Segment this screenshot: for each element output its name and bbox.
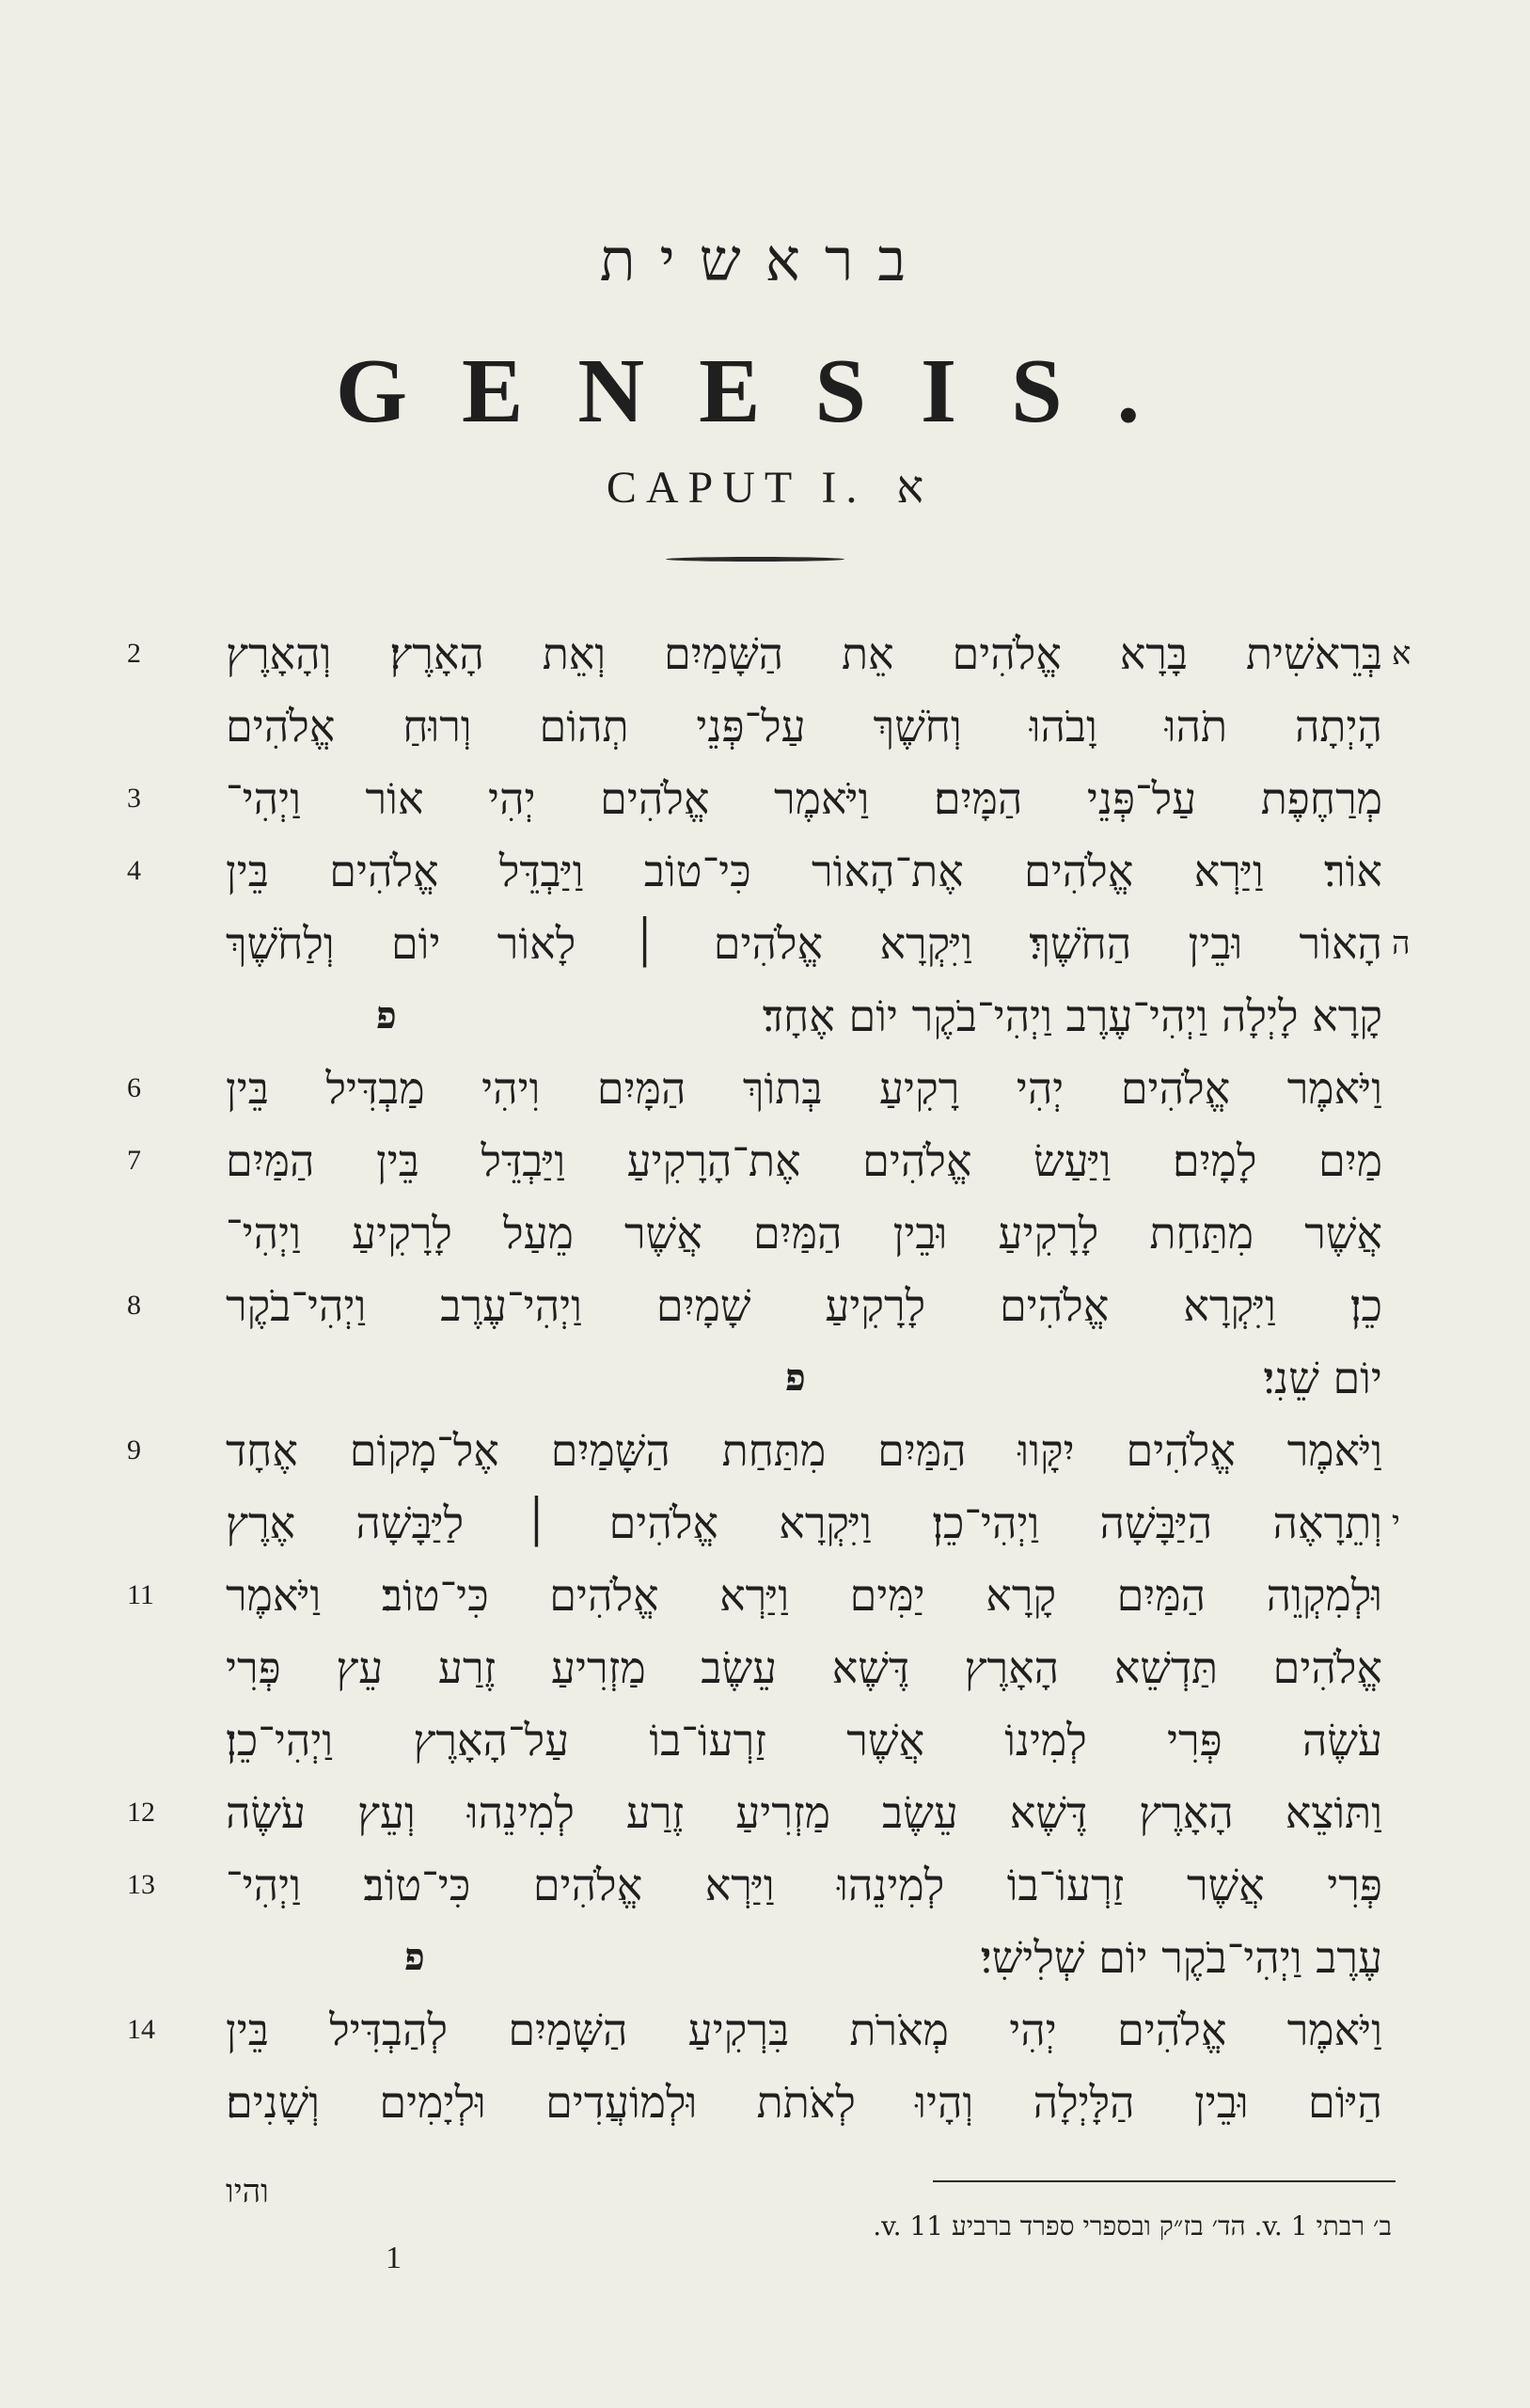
text-line: מַיִם לָמָיִם׃ וַיַּעַשׂ אֱלֹהִים אֶת־הָרָקִיעַ וַיַּבְדֵּל בֵּין הַמַּיִם [226, 1135, 1382, 1186]
verse-number-left: 3 [127, 783, 141, 814]
chapter-label: CAPUT I. [606, 463, 867, 513]
section-mark-pe: פ [376, 993, 397, 1038]
verse-number-left: 12 [127, 1797, 155, 1828]
chapter-heading [0, 461, 1530, 514]
text-line: אוֹר׃ וַיַּרְא אֱלֹהִים אֶת־הָאוֹר כִּי־טוֹב וַיַּבְדֵּל אֱלֹהִים בֵּין [226, 846, 1382, 896]
text-line: אֲשֶׁר מִתַּחַת לָרָקִיעַ וּבֵין הַמַּיִם אֲשֶׁר מֵעַל לָרָקִיעַ וַיְהִי־ [226, 1208, 1382, 1259]
verse-number-right: י [1392, 1504, 1400, 1542]
verse-number-left: 8 [127, 1290, 141, 1321]
verse-number-left: 6 [127, 1072, 141, 1103]
verse-number-left: 14 [127, 2014, 155, 2045]
text-line: אֱלֹהִים תַּדְשֵׁא הָאָרֶץ דֶּשֶׁא עֵשֶׂב מַזְרִיעַ זֶרַע עֵץ פְּרִי [226, 1642, 1382, 1693]
footnotes: ב׳ רבתי v. 1. הד׳ בז״ק ובספרי ספרד ברביע v. 11. [873, 2210, 1392, 2242]
text-line: וַיֹּאמֶר אֱלֹהִים יְהִי מְאֹרֹת בִּרְקִיעַ הַשָּׁמַיִם לְהַבְדִּיל בֵּין [226, 2004, 1382, 2055]
text-line: הַיּוֹם וּבֵין הַלָּיְלָה וְהָיוּ לְאֹתֹת וּלְמוֹעֲדִים וּלְיָמִים וְשָׁנִים׃ [226, 2077, 1382, 2128]
text-line: וַיֹּאמֶר אֱלֹהִים יִקָּווּ הַמַּיִם מִתַּחַת הַשָּׁמַיִם אֶל־מָקוֹם אֶחָד [226, 1425, 1382, 1476]
section-mark-pe: פ [404, 1935, 425, 1979]
text-line: עֹשֶׂה פְּרִי לְמִינוֹ אֲשֶׁר זַרְעוֹ־בוֹ עַל־הָאָרֶץ וַיְהִי־כֵן׃ [226, 1715, 1382, 1766]
latin-book-title: GENESIS. [335, 341, 1195, 442]
page-number: 1 [386, 2241, 402, 2275]
text-line: וְתֵרָאֶה הַיַּבָּשָׁה וַיְהִי־כֵן׃ וַיִּקְרָא אֱלֹהִים ׀ לַיַּבָּשָׁה אֶרֶץ [226, 1497, 1382, 1548]
hebrew-book-title: בראשית [599, 226, 931, 294]
text-line: יוֹם שֵׁנִי׃ [1263, 1353, 1382, 1403]
text-line: פְּרִי אֲשֶׁר זַרְעוֹ־בוֹ לְמִינֵהוּ וַיַּרְא אֱלֹהִים כִּי־טוֹב׃ וַיְהִי־ [226, 1860, 1382, 1910]
text-line: קָרָא לָיְלָה וַיְהִי־עֶרֶב וַיְהִי־בֹקֶר יוֹם אֶחָד׃ [762, 990, 1382, 1041]
text-line: בְּרֵאשִׁית בָּרָא אֱלֹהִים אֵת הַשָּׁמַיִם וְאֵת הָאָרֶץ׃ וְהָאָרֶץ [226, 628, 1382, 679]
verse-number-left: 13 [127, 1869, 155, 1900]
verse-number-right: א [1392, 635, 1412, 673]
text-line: כֵן׃ וַיִּקְרָא אֱלֹהִים לָרָקִיעַ שָׁמָיִם וַיְהִי־עֶרֶב וַיְהִי־בֹקֶר [226, 1280, 1382, 1331]
verse-number-left: 9 [127, 1434, 141, 1465]
footnote-rule [933, 2180, 1396, 2182]
verse-number-left: 11 [127, 1579, 154, 1610]
ornamental-rule [666, 557, 844, 562]
text-line: וּלְמִקְוֵה הַמַּיִם קָרָא יַמִּים וַיַּרְא אֱלֹהִים כִּי־טוֹב׃ וַיֹּאמֶר [226, 1570, 1382, 1621]
text-line: וַתּוֹצֵא הָאָרֶץ דֶּשֶׁא עֵשֶׂב מַזְרִיעַ זֶרַע לְמִינֵהוּ וְעֵץ עֹשֶׂה [226, 1787, 1382, 1838]
catchword: והיו [226, 2173, 269, 2210]
text-line: הָאוֹר וּבֵין הַחֹשֶׁךְ׃ וַיִּקְרָא אֱלֹהִים ׀ לָאוֹר יוֹם וְלַחֹשֶׁךְ [226, 918, 1382, 969]
section-mark-pe: פ [785, 1355, 806, 1400]
chapter-hebrew-numeral: א [896, 461, 924, 514]
text-line: הָיְתָה תֹהוּ וָבֹהוּ וְחֹשֶׁךְ עַל־פְּנֵי תְהוֹם וְרוּחַ אֱלֹהִים [226, 701, 1382, 752]
text-line: וַיֹּאמֶר אֱלֹהִים יְהִי רָקִיעַ בְּתוֹךְ הַמָּיִם וִיהִי מַבְדִּיל בֵּין [226, 1063, 1382, 1114]
text-line: מְרַחֶפֶת עַל־פְּנֵי הַמָּיִם׃ וַיֹּאמֶר אֱלֹהִים יְהִי אוֹר וַיְהִי־ [226, 773, 1382, 824]
verse-number-left: 7 [127, 1145, 141, 1176]
verse-number-right: ה [1392, 925, 1411, 962]
verse-number-left: 2 [127, 638, 141, 669]
verse-number-left: 4 [127, 855, 141, 886]
text-line: עֶרֶב וַיְהִי־בֹקֶר יוֹם שְׁלִישִׁי׃ [980, 1932, 1382, 1983]
